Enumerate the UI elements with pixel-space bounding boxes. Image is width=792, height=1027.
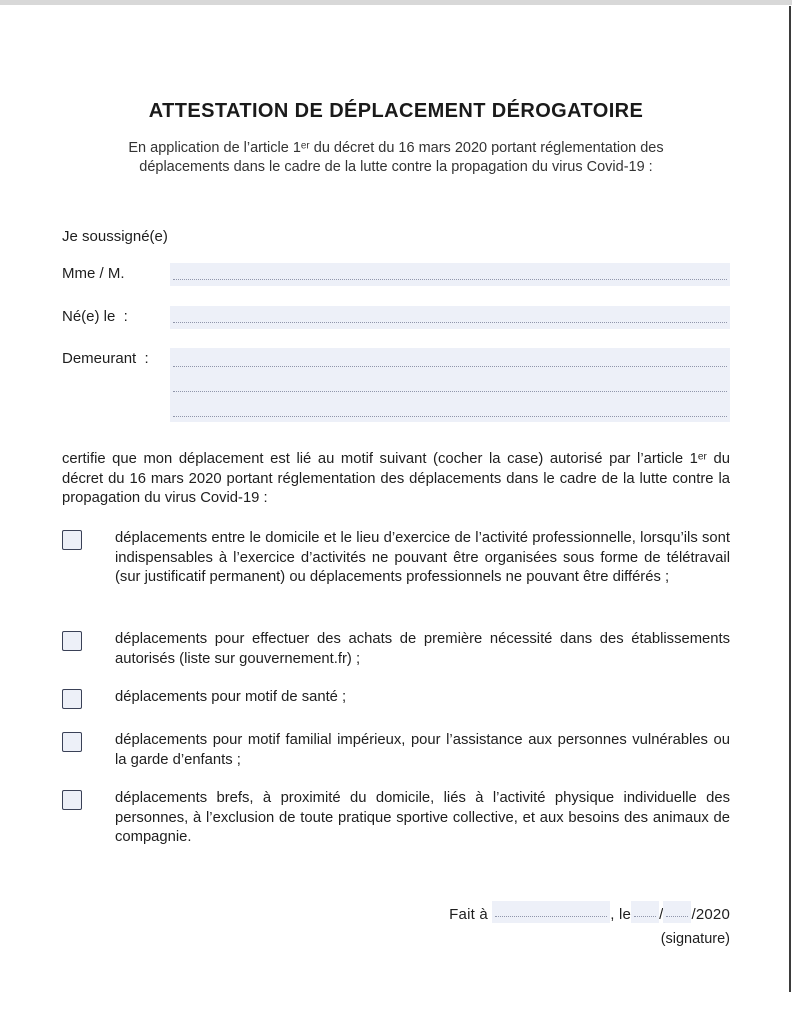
- reason-label: déplacements entre le domicile et le lieu d’exercice de l’activité professionnelle, lorsqu’ils sont indispensables à l’exercice d’activités ne pouvant être organisées sous forme de télétravail (sur justificatif permanent) ou déplacements professionnels ne pouvant être différés ;: [115, 530, 730, 585]
- intro-text: Je soussigné(e): [62, 228, 168, 245]
- page-title: ATTESTATION DE DÉPLACEMENT DÉROGATOIRE: [148, 100, 644, 122]
- day-input[interactable]: [631, 901, 659, 923]
- address-label: Demeurant :: [62, 350, 149, 367]
- dotted-line: [495, 916, 607, 917]
- reason-label: déplacements pour motif familial impérieux, pour l’assistance aux personnes vulnérables ou la garde d’enfants ;: [115, 732, 730, 768]
- dotted-line: [173, 279, 727, 280]
- reason-checkbox-health[interactable]: [62, 689, 82, 709]
- reason-label: déplacements pour motif de santé ;: [115, 689, 347, 705]
- reason-checkbox-family[interactable]: [62, 732, 82, 752]
- reason-checkbox-work[interactable]: [62, 530, 82, 550]
- signature-label: (signature): [660, 931, 730, 947]
- subtitle-line-2: déplacements dans le cadre de la lutte contre la propagation du virus Covid-19 :: [139, 159, 653, 175]
- dotted-line: [173, 416, 727, 417]
- document-content: [62, 0, 730, 1027]
- birthdate-input[interactable]: [170, 306, 730, 329]
- reason-label: déplacements brefs, à proximité du domicile, liés à l’activité physique individuelle des personnes, à l’exclusion de toute pratique sportive collective, et aux besoins des animaux de compagnie.: [115, 790, 730, 845]
- birthdate-label: Né(e) le :: [62, 308, 128, 325]
- reason-label: déplacements pour effectuer des achats de première nécessité dans des établissements autorisés (liste sur gouvernement.fr) ;: [115, 631, 730, 667]
- reason-item-shopping: [62, 630, 730, 669]
- le-label: , le: [610, 906, 632, 923]
- dotted-line: [173, 391, 727, 392]
- dotted-line: [666, 916, 688, 917]
- dotted-line: [173, 366, 727, 367]
- year-label: /2020: [691, 906, 730, 923]
- place-date-line: [449, 901, 730, 923]
- fait-a-label: Fait à: [449, 906, 493, 923]
- dotted-line: [634, 916, 656, 917]
- reason-checkbox-shopping[interactable]: [62, 631, 82, 651]
- reason-item-work: [62, 529, 730, 588]
- reason-item-family: [62, 731, 730, 770]
- name-input[interactable]: [170, 263, 730, 286]
- page-subtitle: [62, 139, 730, 177]
- name-label: Mme / M.: [62, 265, 125, 282]
- month-input[interactable]: [663, 901, 691, 923]
- reason-item-exercise: [62, 789, 730, 848]
- certify-paragraph: certifie que mon déplacement est lié au motif suivant (cocher la case) autorisé par l’article 1ᵉʳ du décret du 16 mars 2020 portant réglementation des déplacements dans le cadre de la lutte contre la propagation du virus Covid-19 :: [62, 451, 730, 506]
- page-right-edge: [789, 6, 791, 992]
- reason-item-health: [62, 688, 730, 708]
- subtitle-line-1: En application de l’article 1ᵉʳ du décret du 16 mars 2020 portant réglementation des: [128, 140, 664, 156]
- address-input[interactable]: [170, 348, 730, 422]
- dotted-line: [173, 322, 727, 323]
- place-input[interactable]: [492, 901, 610, 923]
- reason-checkbox-exercise[interactable]: [62, 790, 82, 810]
- date-slash: /: [659, 906, 664, 923]
